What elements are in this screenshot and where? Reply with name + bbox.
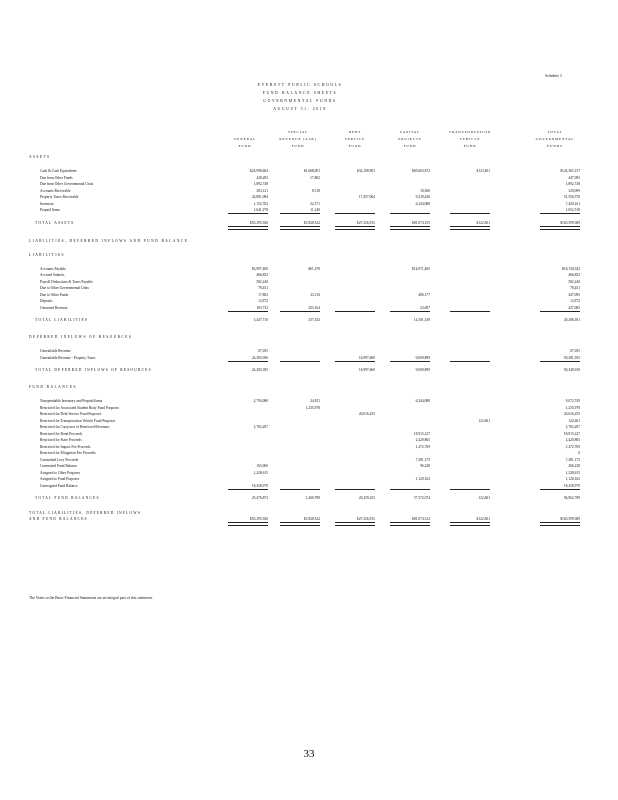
row-label: Property Taxes Receivable	[40, 195, 79, 199]
cell-value: 0	[578, 451, 580, 455]
cell-value: 94,962,789	[563, 496, 580, 500]
cell-value: 51,556,578	[563, 195, 580, 199]
cell-value: 183,732	[256, 305, 268, 310]
cell-value: 9,000,899	[415, 355, 430, 360]
column-header-1-2: FUND	[291, 144, 305, 148]
underline	[450, 213, 490, 214]
row-label: Payroll Deductions & Taxes Payable	[40, 279, 93, 284]
cell-value: $55,295,920	[250, 517, 268, 521]
cell-value: 16,997,660	[358, 355, 375, 360]
cell-value: $1,828,522	[303, 517, 320, 521]
cell-value: 1,472,769	[415, 444, 430, 449]
column-header-0-1: FUND	[238, 144, 252, 148]
row-label: Accrued Salaries	[40, 273, 65, 277]
cell-value: 1,652,518	[565, 208, 580, 212]
schedule-label: Schedule 3	[545, 74, 562, 78]
row-label: Restricted for Mitigation Fee Proceeds	[40, 451, 96, 455]
cell-value: 6,244,088	[415, 399, 430, 403]
cell-value: 8,118	[312, 188, 320, 193]
underline	[390, 522, 430, 526]
cell-value: 22,371	[310, 201, 320, 206]
cell-value: 2,782,207	[253, 425, 268, 429]
cell-value: 1,235,978	[305, 405, 320, 410]
cell-value: 20,616,255	[358, 412, 375, 416]
underline	[228, 311, 268, 312]
cell-value: 18,915,227	[413, 431, 430, 436]
underline	[335, 226, 375, 230]
row-label: Assigned to Other Purposes	[40, 470, 81, 475]
underline	[228, 522, 268, 526]
cell-value: 7,281,175	[565, 457, 580, 462]
cell-value: 2,420,865	[415, 438, 430, 442]
column-header-2-1: SERVICE	[344, 137, 366, 141]
cell-value: 78,451	[258, 286, 268, 290]
underline	[228, 213, 268, 214]
cell-value: $165,599,389	[560, 220, 580, 225]
cell-value: 12,872	[258, 299, 268, 303]
section-heading: ASSETS	[29, 155, 51, 159]
cell-value: 18,438,970	[563, 483, 580, 488]
underline	[450, 489, 490, 490]
row-label: Unavailable Revenue - Property Taxes	[40, 355, 96, 360]
cell-value: 2,794,080	[253, 399, 268, 403]
underline	[450, 361, 490, 362]
underline	[228, 226, 268, 230]
cell-value: 78,451	[570, 286, 580, 290]
cell-value: $122,601	[476, 220, 490, 225]
underline	[280, 522, 320, 526]
row-label: Committed Levy Proceeds	[40, 457, 79, 462]
cell-value: 9,072,749	[565, 399, 580, 403]
underline	[335, 489, 375, 490]
cell-value: 466,852	[568, 273, 580, 277]
column-header-2-0: DEBT	[348, 130, 362, 134]
row-label: Inventory	[40, 201, 54, 206]
cell-value: 1,235,978	[565, 405, 580, 410]
underline	[540, 522, 580, 526]
cell-value: 122,601	[478, 496, 490, 500]
row-label: Restricted for Associated Student Body Fund Purposes	[40, 405, 119, 410]
header-line-4: AUGUST 31, 2018	[273, 107, 327, 111]
cell-value: 1,892,748	[565, 182, 580, 186]
underline	[450, 226, 490, 230]
row-label: TOTAL LIABILITIES	[35, 318, 89, 322]
header-line-2: FUND BALANCE SHEETS	[262, 91, 338, 95]
page-number: 33	[303, 748, 315, 760]
underline	[450, 311, 490, 312]
cell-value: 14,501,339	[413, 318, 430, 322]
header-line-3: GOVERNMENTAL FUNDS	[263, 99, 337, 103]
cell-value: 50,349,010	[563, 368, 580, 372]
cell-value: 447,095	[568, 175, 580, 180]
cell-value: 67,055	[258, 349, 268, 353]
cell-value: $55,295,920	[250, 220, 268, 225]
cell-value: 25,476,873	[251, 496, 268, 500]
row-label: Assigned to Fund Purposes	[40, 477, 80, 481]
cell-value: 122,601	[568, 418, 580, 423]
row-label: Due to Other Governmental Units	[40, 286, 89, 290]
row-label: Deposits	[40, 299, 53, 303]
section-heading: LIABILITIES	[29, 252, 65, 257]
underline	[228, 361, 268, 362]
cell-value: $122,601	[476, 517, 490, 521]
cell-value: $14,071,465	[412, 266, 430, 271]
row-label: Unassigned Fund Balance	[40, 483, 78, 488]
cell-value: $61,478	[308, 266, 320, 271]
column-header-1-0: SPECIAL	[287, 130, 309, 134]
cell-value: 582,240	[568, 279, 580, 284]
column-header-4-1: VEHICLE	[459, 137, 481, 141]
cell-value: 466,852	[256, 273, 268, 277]
underline	[335, 213, 375, 214]
row-label: Prepaid Items	[40, 208, 60, 212]
cell-value: $65,603,872	[412, 169, 430, 173]
cell-value: $18,130,343	[562, 266, 580, 271]
cell-value: 283,121	[256, 188, 268, 193]
cell-value: 320,099	[568, 188, 580, 193]
cell-value: 20,286,391	[563, 318, 580, 322]
cell-value: 16,997,660	[358, 368, 375, 372]
cell-value: 428,283	[256, 175, 268, 180]
row-label: Nonspendable Inventory and Prepaid Items	[40, 399, 103, 403]
underline	[540, 213, 580, 214]
column-header-3-0: CAPITAL	[399, 130, 421, 134]
cell-value: 96,228	[420, 464, 430, 468]
cell-value: $165,599,389	[560, 517, 580, 521]
cell-value: 1,228,615	[253, 470, 268, 475]
underline	[335, 522, 375, 526]
cell-value: 67,055	[570, 349, 580, 353]
underline	[228, 489, 268, 490]
column-header-2-2: FUND	[348, 144, 362, 148]
cell-value: 20,616,255	[563, 412, 580, 416]
column-header-4-2: FUND	[463, 144, 477, 148]
cell-value: 1,120,162	[565, 477, 580, 481]
cell-value: 12,872	[570, 299, 580, 303]
row-label: Restricted for State Proceeds	[40, 438, 82, 442]
cell-value: 20,259,255	[358, 496, 375, 500]
underline	[390, 213, 430, 214]
cell-value: 50,281,955	[563, 355, 580, 360]
cell-value: 1,152,702	[253, 201, 268, 206]
cell-value: 18,915,227	[563, 431, 580, 436]
underline	[335, 311, 375, 312]
cell-value: 1,120,162	[415, 477, 430, 481]
underline	[540, 361, 580, 362]
cell-value: $1,668,001	[303, 169, 320, 173]
cell-value: 11,240	[310, 208, 320, 212]
cell-value: $81,074,155	[412, 220, 430, 225]
cell-value: 1,228,615	[565, 470, 580, 475]
underline	[280, 213, 320, 214]
cell-value: 427,085	[568, 305, 580, 310]
cell-value: 6,244,088	[415, 201, 430, 206]
row-label: Restricted for Carryover of Restricted Revenues	[40, 425, 110, 429]
cell-value: 253,164	[308, 305, 320, 310]
cell-value: 24,881,084	[251, 195, 268, 199]
cell-value: 122,601	[478, 418, 490, 423]
cell-value: 406,177	[418, 292, 430, 297]
row-label: Restricted for Bond Proceeds	[40, 431, 83, 436]
cell-value: $3,997,400	[251, 266, 268, 271]
cell-value: $123,401	[476, 169, 490, 173]
cell-value: 1,260,789	[305, 496, 320, 500]
cell-value: 17,457,064	[358, 195, 375, 199]
underline	[280, 226, 320, 230]
underline	[540, 226, 580, 230]
row-label: Restricted for Impact Fee Proceeds	[40, 444, 91, 449]
cell-value: 2,420,865	[565, 438, 580, 442]
column-header-1-1: REVENUE (ASB)	[279, 137, 317, 141]
cell-value: 582,240	[256, 279, 268, 284]
row-label: TOTAL DEFERRED INFLOWS OF RESOURCES	[35, 368, 152, 372]
underline	[280, 489, 320, 490]
row-label: Unavailable Revenue	[40, 349, 71, 353]
row-label: TOTAL ASSETS	[35, 220, 75, 225]
row-label: Due to Other Funds	[40, 292, 69, 297]
cell-value: 7,420,161	[565, 201, 580, 206]
underline	[335, 361, 375, 362]
grand-total-label: AND FUND BALANCES	[29, 517, 88, 521]
section-heading: DEFERRED INFLOWS OF RESOURCES	[29, 335, 133, 339]
row-label: Restricted for Transportation Vehicle Fund Purposes	[40, 418, 116, 423]
column-header-5-0: TOTAL	[547, 130, 563, 134]
underline	[390, 361, 430, 362]
row-label: Accounts Payable	[40, 266, 66, 271]
cell-value: 1,641,278	[253, 208, 268, 212]
column-header-3-1: PROJECTS	[398, 137, 422, 141]
row-label: Due from Other Funds	[40, 175, 73, 180]
cell-value: 18,438,970	[251, 483, 268, 488]
cell-value: 7,281,175	[415, 457, 430, 462]
underline	[390, 226, 430, 230]
cell-value: 165,000	[256, 464, 268, 468]
cell-value: 10,360	[420, 188, 430, 193]
section-heading: LIABILITIES, DEFERRED INFLOWS AND FUND BALANCE	[29, 238, 189, 243]
cell-value: 24,283,395	[251, 368, 268, 372]
cell-value: 447,095	[568, 292, 580, 297]
cell-value: 2,782,207	[565, 425, 580, 429]
column-header-5-1: GOVERNMENTAL	[535, 137, 575, 141]
underline	[280, 311, 320, 312]
section-heading: FUND BALANCES	[29, 385, 77, 389]
cell-value: 23,697	[420, 305, 430, 310]
cell-value: $27,256,915	[357, 517, 375, 521]
cell-value: 17,802	[310, 175, 320, 180]
row-label: TOTAL FUND BALANCES	[35, 496, 100, 500]
cell-value: $124,365,137	[560, 169, 580, 173]
row-label: Accounts Receivable	[40, 188, 71, 193]
cell-value: 5,447,710	[253, 318, 268, 322]
row-label: Restricted for Debt Service Fund Purposes	[40, 412, 102, 416]
cell-value: 1,472,769	[565, 444, 580, 449]
cell-value: 1,892,748	[253, 182, 268, 186]
cell-value: $32,108,901	[357, 169, 375, 173]
underline	[280, 361, 320, 362]
cell-value: 337,343	[308, 318, 320, 322]
column-header-0-0: GENERAL	[233, 137, 257, 141]
grand-total-label: TOTAL LIABILITIES, DEFERRED INFLOWS	[29, 511, 141, 515]
underline	[390, 489, 430, 490]
row-label: Cash & Cash Equivalents	[40, 169, 77, 173]
row-label: Unearned Revenue	[40, 305, 68, 310]
cell-value: $27,256,915	[357, 220, 375, 225]
underline	[390, 311, 430, 312]
cell-value: 266,228	[568, 464, 580, 468]
column-header-5-2: FUNDS	[547, 144, 563, 148]
cell-value: 57,572,074	[413, 496, 430, 500]
cell-value: $1,828,522	[303, 220, 320, 225]
cell-value: 23,116	[310, 292, 320, 297]
cell-value: 9,000,899	[415, 368, 430, 372]
row-label: Committed Fund Balance	[40, 464, 77, 468]
cell-value: 24,283,396	[251, 355, 268, 360]
cell-value: 17,802	[258, 292, 268, 297]
column-header-3-2: FUND	[403, 144, 417, 148]
cell-value: $24,996,604	[250, 169, 268, 173]
underline	[450, 522, 490, 526]
underline	[540, 311, 580, 312]
underline	[540, 489, 580, 490]
cell-value: 9,218,436	[415, 195, 430, 199]
cell-value: $81,074,312	[412, 517, 430, 521]
row-label: Due from Other Governmental Units	[40, 182, 94, 186]
column-header-4-0: TRANSPORTATION	[448, 130, 492, 134]
header-line-1: EVERETT PUBLIC SCHOOLS	[257, 83, 343, 87]
cell-value: 24,811	[310, 399, 320, 403]
footnote: The Notes to the Basic Financial Statements are an integral part of this statement.	[29, 596, 153, 600]
